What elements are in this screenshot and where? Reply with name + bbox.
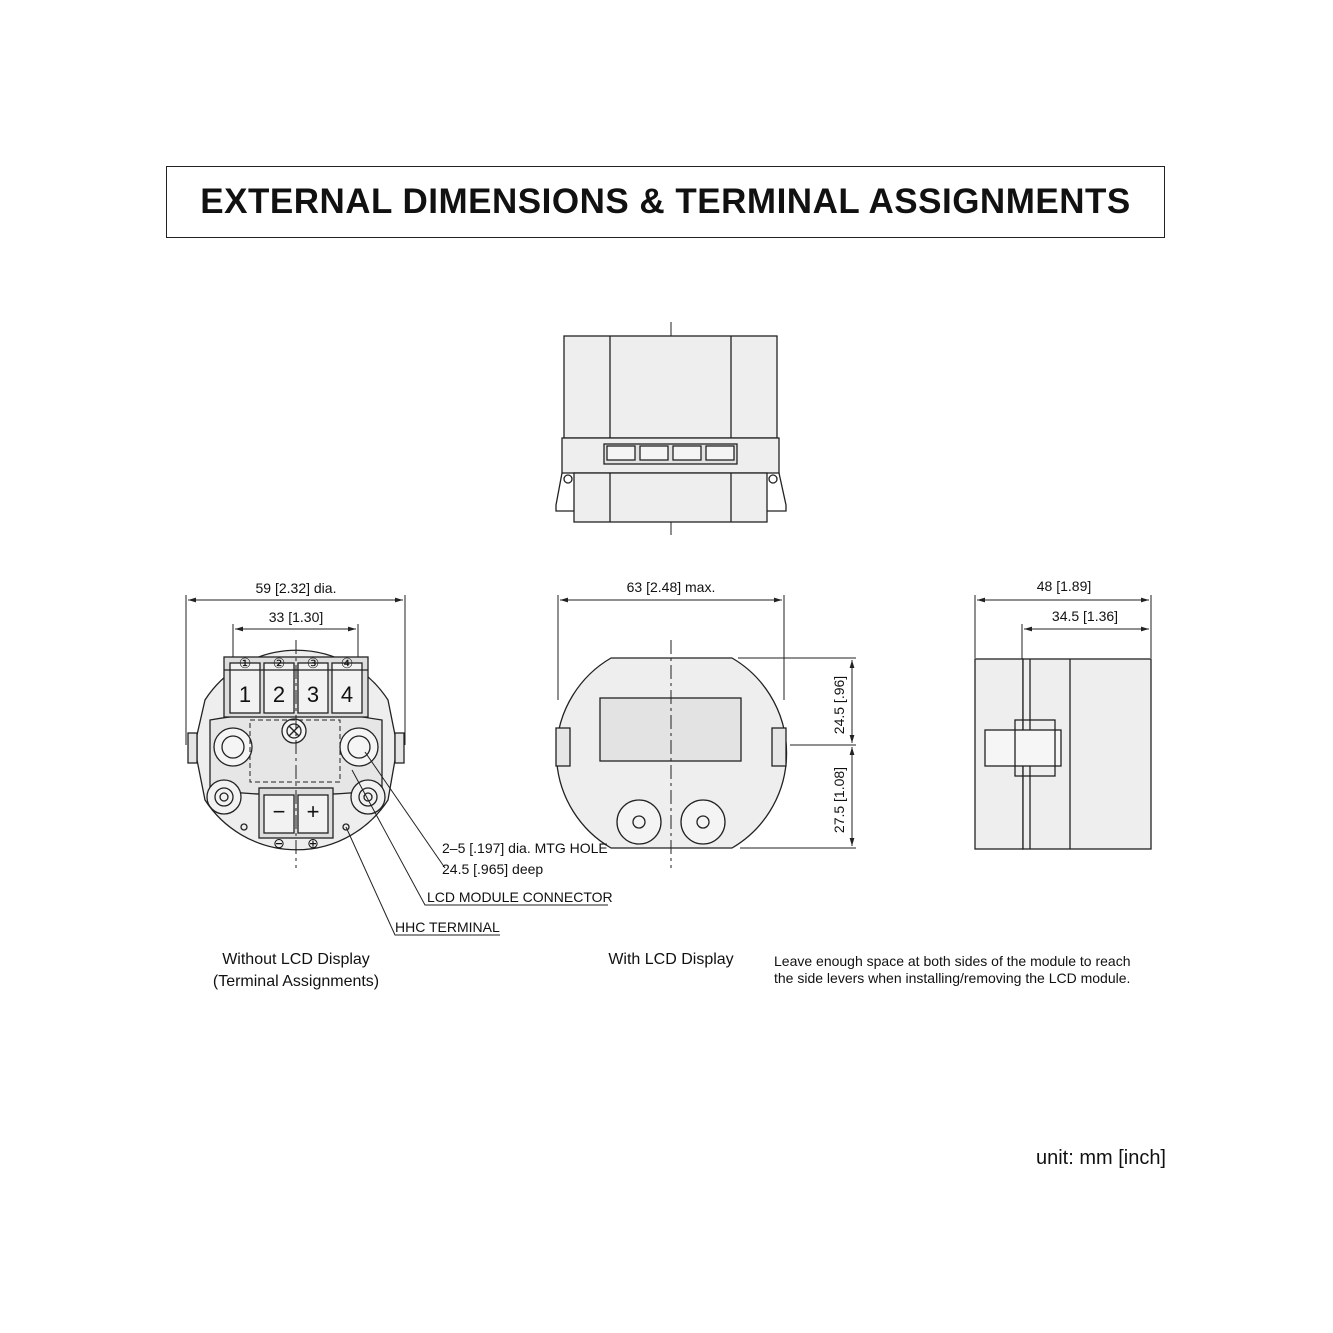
- terminal-2: 2: [272, 682, 286, 707]
- terminal-plus: +: [306, 799, 320, 824]
- note-line-2: the side levers when installing/removing the LCD module.: [774, 970, 1131, 986]
- dim-terminal-span: 33 [1.30]: [268, 609, 324, 625]
- caption-without-lcd-2: (Terminal Assignments): [212, 973, 380, 990]
- captions: [213, 951, 1131, 990]
- front-view-without-lcd: [186, 595, 608, 935]
- terminal-mark-3: ③: [306, 655, 320, 671]
- dim-lcd-upper: 24.5 [.96]: [831, 675, 847, 735]
- callout-mtg-hole-1: 2–5 [.197] dia. MTG HOLE: [442, 840, 608, 856]
- callout-hhc-terminal: HHC TERMINAL: [395, 919, 500, 935]
- dim-lcd-lower: 27.5 [1.08]: [831, 766, 847, 834]
- terminal-minus: −: [272, 799, 286, 824]
- terminal-mark-minus: ⊖: [273, 835, 285, 851]
- unit-label: unit: mm [inch]: [1035, 1147, 1166, 1169]
- side-view: [975, 595, 1151, 849]
- dim-side-body: 34.5 [1.36]: [1051, 608, 1119, 624]
- top-view: [556, 322, 786, 535]
- dim-lcd-width: 63 [2.48] max.: [626, 579, 716, 595]
- callout-lcd-connector: LCD MODULE CONNECTOR: [427, 889, 613, 905]
- terminal-mark-plus: ⊕: [307, 835, 319, 851]
- callout-mtg-hole-2: 24.5 [.965] deep: [442, 861, 544, 877]
- terminal-3: 3: [306, 682, 320, 707]
- caption-without-lcd-1: Without LCD Display: [222, 951, 370, 968]
- page-title: EXTERNAL DIMENSIONS & TERMINAL ASSIGNMENTS: [200, 182, 1131, 221]
- terminal-mark-2: ②: [272, 655, 286, 671]
- front-view-with-lcd: [556, 595, 856, 868]
- terminal-1: 1: [238, 682, 252, 707]
- caption-with-lcd: With LCD Display: [608, 951, 734, 968]
- terminal-mark-1: ①: [238, 655, 252, 671]
- terminal-mark-4: ④: [340, 655, 354, 671]
- terminal-4: 4: [340, 682, 354, 707]
- callout-labels: [395, 840, 613, 935]
- note-line-1: Leave enough space at both sides of the module to reach: [774, 953, 1131, 969]
- dim-front-dia: 59 [2.32] dia.: [255, 580, 337, 596]
- dim-side-total: 48 [1.89]: [1036, 578, 1092, 594]
